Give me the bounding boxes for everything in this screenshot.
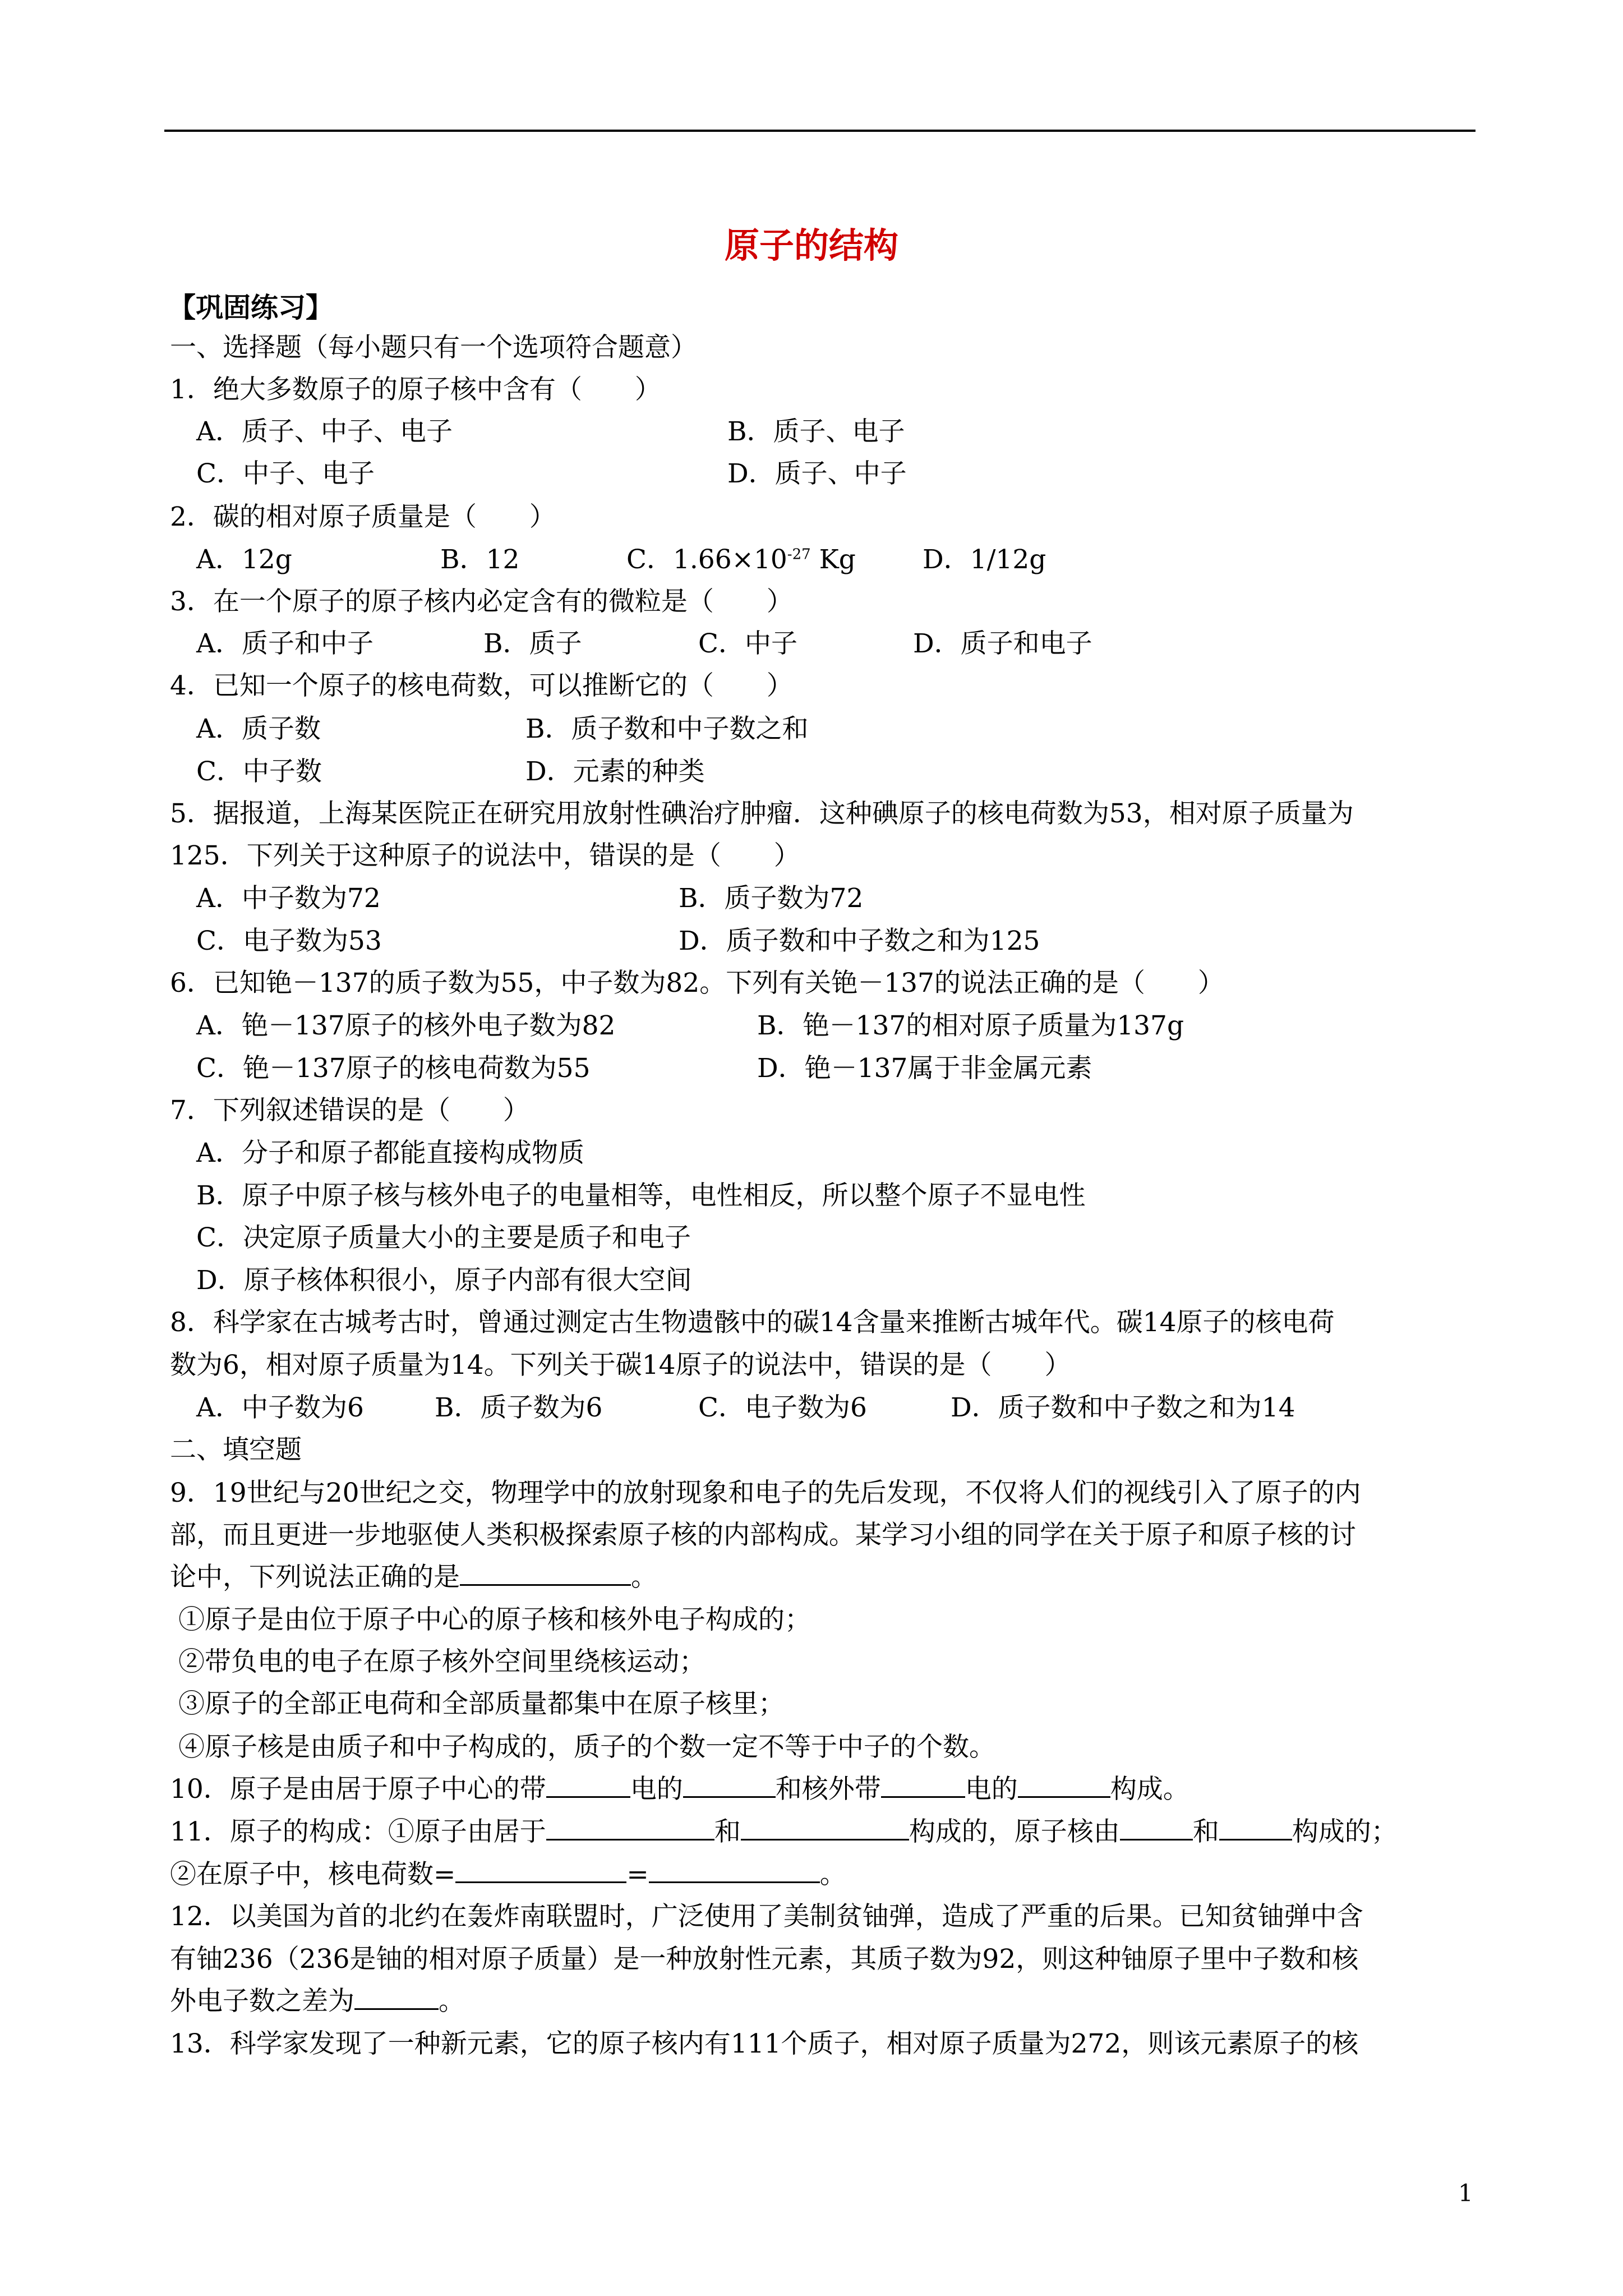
- q3-option-b: B．质子: [483, 628, 582, 659]
- q5-stem-line1: 5．据报道，上海某医院正在研究用放射性碘治疗肿瘤．这种碘原子的核电荷数为53，相对原子质量为: [170, 798, 1354, 829]
- q4-option-a: A．质子数: [196, 714, 321, 744]
- q6-option-c: C．铯－137原子的核电荷数为55: [196, 1053, 591, 1084]
- q2-option-a: A．12g: [196, 544, 292, 575]
- q5-option-c: C．电子数为53: [196, 926, 382, 956]
- q1-option-d: D．质子、中子: [727, 458, 907, 489]
- q9-statement-1: ①原子是由位于原子中心的原子核和核外电子构成的；: [178, 1604, 811, 1635]
- q10-blank-4[interactable]: [1018, 1773, 1110, 1798]
- q3-option-a: A．质子和中子: [196, 628, 374, 659]
- q6-stem: 6．已知铯－137的质子数为55，中子数为82。下列有关铯－137的说法正确的是（ ）: [170, 968, 1224, 999]
- q8-option-c: C．电子数为6: [698, 1392, 867, 1423]
- q2-stem: 2．碳的相对原子质量是（ ）: [170, 501, 556, 532]
- q10-text-5: 构成。: [1110, 1774, 1189, 1805]
- q2-option-c-unit: Kg: [810, 544, 856, 575]
- q9-line3: [170, 1561, 657, 1594]
- q3-option-c: C．中子: [698, 628, 797, 659]
- q9-statement-2: ②带负电的电子在原子核外空间里绕核运动；: [178, 1646, 706, 1677]
- q4-option-b: B．质子数和中子数之和: [525, 714, 809, 744]
- q8-option-d: D．质子数和中子数之和为14: [951, 1392, 1295, 1423]
- q3-stem: 3．在一个原子的原子核内必定含有的微粒是（ ）: [170, 586, 793, 617]
- q10-text-2: 电的: [630, 1774, 683, 1805]
- q10-blank-1[interactable]: [546, 1773, 630, 1798]
- q12-line3-text: 外电子数之差为: [170, 1986, 354, 2017]
- page-number: 1: [1458, 2179, 1473, 2207]
- q7-option-c: C．决定原子质量大小的主要是质子和电子: [196, 1222, 691, 1253]
- q9-line3-text: 论中，下列说法正确的是: [170, 1562, 460, 1593]
- q1-option-c: C．中子、电子: [196, 458, 375, 489]
- q11-text-2: 和: [714, 1816, 741, 1847]
- q7-option-b: B．原子中原子核与核外电子的电量相等，电性相反，所以整个原子不显电性: [196, 1180, 1086, 1211]
- q11-text-8: 。: [819, 1859, 846, 1890]
- q12-line1: 12．以美国为首的北约在轰炸南联盟时，广泛使用了美制贫铀弹，造成了严重的后果。已知贫铀弹中含: [170, 1901, 1363, 1932]
- q11-text-4: 和: [1192, 1816, 1219, 1847]
- q11-line1: [170, 1815, 1398, 1849]
- q5-stem-line2: 125．下列关于这种原子的说法中，错误的是（ ）: [170, 840, 800, 871]
- q11-text-7: =: [626, 1859, 649, 1890]
- q2-option-c-base: C．1.66×10: [626, 544, 787, 575]
- q6-option-d: D．铯－137属于非金属元素: [757, 1053, 1092, 1084]
- q2-option-d: D．1/12g: [923, 544, 1046, 575]
- page-title: 原子的结构: [724, 225, 898, 266]
- q12-line2: 有铀236（236是铀的相对原子质量）是一种放射性元素，其质子数为92，则这种铀原子里中子数和核: [170, 1944, 1359, 1975]
- q11-blank-5[interactable]: [455, 1858, 626, 1883]
- q8-stem-line2: 数为6，相对原子质量为14。下列关于碳14原子的说法中，错误的是（ ）: [170, 1350, 1071, 1381]
- q7-option-a: A．分子和原子都能直接构成物质: [196, 1138, 584, 1168]
- q8-option-a: A．中子数为6: [196, 1392, 364, 1423]
- q11-blank-3[interactable]: [1120, 1815, 1193, 1841]
- q1-option-a: A．质子、中子、电子: [196, 416, 453, 447]
- q11-line2: [170, 1858, 846, 1892]
- q1-stem: 1．绝大多数原子的原子核中含有（ ）: [170, 374, 661, 405]
- q7-stem: 7．下列叙述错误的是（ ）: [170, 1095, 529, 1126]
- q11-text-6: ②在原子中，核电荷数=: [170, 1859, 456, 1890]
- q1-option-b: B．质子、电子: [727, 416, 905, 447]
- q2-option-b: B．12: [440, 544, 520, 575]
- q10-blank-3[interactable]: [881, 1773, 965, 1798]
- q2-option-c-exponent: -27: [787, 546, 811, 563]
- q10-text-1: 10．原子是由居于原子中心的带: [170, 1774, 546, 1805]
- q3-option-d: D．质子和电子: [913, 628, 1092, 659]
- q9-line2: 部，而且更进一步地驱使人类积极探索原子核的内部构成。某学习小组的同学在关于原子和原子核的讨: [170, 1520, 1356, 1550]
- q9-statement-3: ③原子的全部正电荷和全部质量都集中在原子核里；: [178, 1688, 785, 1719]
- q11-blank-1[interactable]: [546, 1815, 714, 1841]
- q4-stem: 4．已知一个原子的核电荷数，可以推断它的（ ）: [170, 670, 793, 701]
- q4-option-d: D．元素的种类: [525, 756, 705, 787]
- q4-option-c: C．中子数: [196, 756, 322, 787]
- q9-line3-end: 。: [631, 1562, 657, 1593]
- q9-statement-4: ④原子核是由质子和中子构成的，质子的个数一定不等于中子的个数。: [178, 1732, 995, 1763]
- q12-line3-end: 。: [439, 1986, 465, 2017]
- section-heading: 【巩固练习】: [168, 291, 334, 324]
- q6-option-a: A．铯－137原子的核外电子数为82: [196, 1010, 616, 1041]
- q11-blank-4[interactable]: [1219, 1815, 1292, 1841]
- q8-option-b: B．质子数为6: [435, 1392, 603, 1423]
- q11-blank-2[interactable]: [741, 1815, 909, 1841]
- header-rule: [164, 130, 1476, 132]
- q11-text-3: 构成的，原子核由: [909, 1816, 1120, 1847]
- q2-option-c: [626, 543, 856, 577]
- q11-blank-6[interactable]: [649, 1858, 820, 1883]
- q8-stem-line1: 8．科学家在古城考古时，曾通过测定古生物遗骸中的碳14含量来推断古城年代。碳14原子的核电荷: [170, 1307, 1335, 1338]
- q12-line3: [170, 1985, 465, 2018]
- part2-heading: 二、填空题: [170, 1434, 302, 1465]
- q5-option-d: D．质子数和中子数之和为125: [679, 926, 1040, 956]
- q10-text-4: 电的: [965, 1774, 1018, 1805]
- q10-text-3: 和核外带: [775, 1774, 881, 1805]
- q10-line: [170, 1773, 1189, 1806]
- q9-answer-blank[interactable]: [460, 1561, 631, 1586]
- q10-blank-2[interactable]: [683, 1773, 776, 1798]
- q5-option-a: A．中子数为72: [196, 883, 381, 914]
- q13-line1: 13．科学家发现了一种新元素，它的原子核内有111个质子，相对原子质量为272，则该元素原子的核: [170, 2028, 1359, 2059]
- q9-line1: 9．19世纪与20世纪之交，物理学中的放射现象和电子的先后发现，不仅将人们的视线引入了原子的内: [170, 1478, 1361, 1508]
- q11-text-5: 构成的；: [1292, 1816, 1398, 1847]
- part1-heading: 一、选择题（每小题只有一个选项符合题意）: [170, 332, 697, 363]
- q6-option-b: B．铯－137的相对原子质量为137g: [757, 1010, 1184, 1041]
- q7-option-d: D．原子核体积很小，原子内部有很大空间: [196, 1265, 692, 1296]
- q12-answer-blank[interactable]: [354, 1985, 439, 2010]
- q5-option-b: B．质子数为72: [679, 883, 864, 914]
- q11-text-1: 11．原子的构成：①原子由居于: [170, 1816, 546, 1847]
